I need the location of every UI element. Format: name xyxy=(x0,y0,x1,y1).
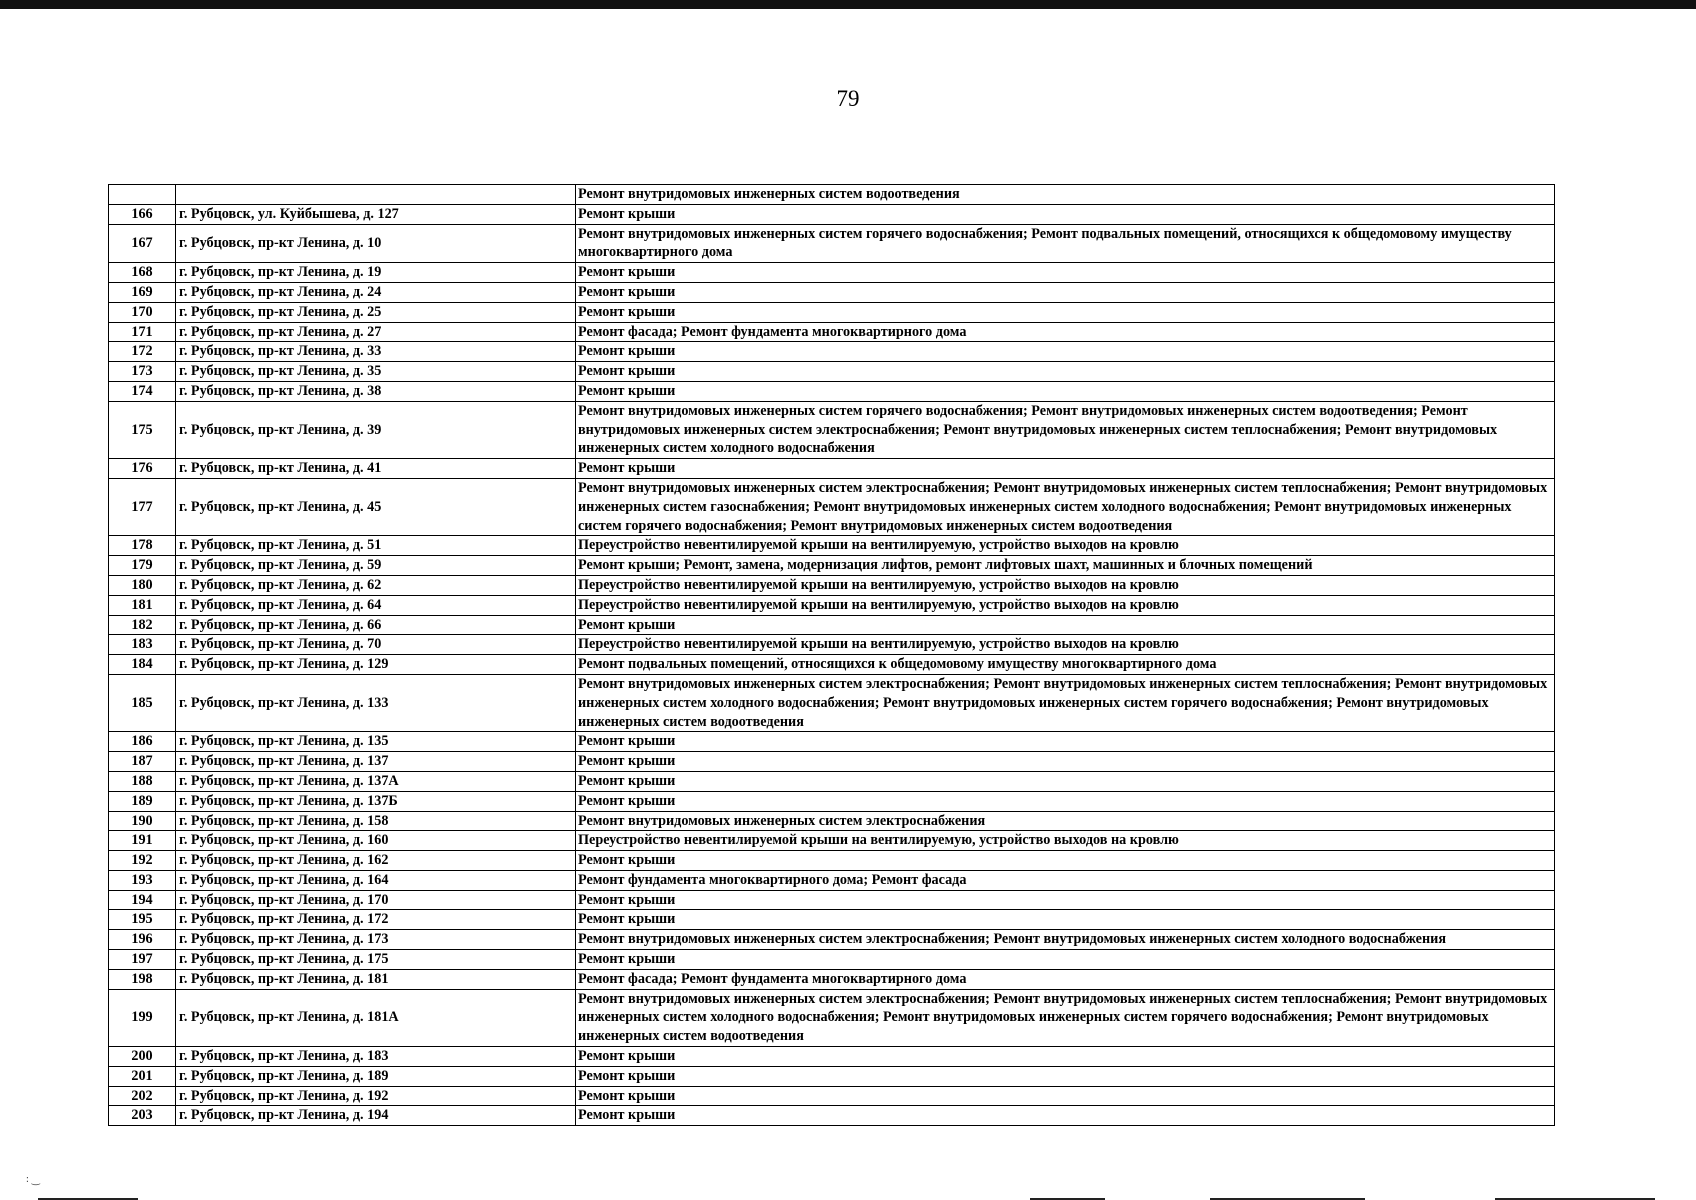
row-works: Ремонт крыши; Ремонт, замена, модернизация лифтов, ремонт лифтовых шахт, машинных и блочных помещений xyxy=(576,556,1555,576)
row-number: 169 xyxy=(109,282,176,302)
row-number: 182 xyxy=(109,615,176,635)
table-row xyxy=(109,381,1555,401)
row-number: 173 xyxy=(109,362,176,382)
row-address: г. Рубцовск, пр-кт Ленина, д. 189 xyxy=(176,1066,576,1086)
table-row xyxy=(109,930,1555,950)
row-number: 192 xyxy=(109,851,176,871)
row-address: г. Рубцовск, пр-кт Ленина, д. 25 xyxy=(176,302,576,322)
scan-bottom-marks xyxy=(0,1192,1696,1200)
row-number: 178 xyxy=(109,536,176,556)
table-row xyxy=(109,1047,1555,1067)
row-works: Ремонт крыши xyxy=(576,1086,1555,1106)
row-address: г. Рубцовск, пр-кт Ленина, д. 181 xyxy=(176,969,576,989)
row-works: Ремонт фундамента многоквартирного дома; Ремонт фасада xyxy=(576,870,1555,890)
row-number: 197 xyxy=(109,950,176,970)
row-address: г. Рубцовск, пр-кт Ленина, д. 160 xyxy=(176,831,576,851)
row-address: г. Рубцовск, пр-кт Ленина, д. 19 xyxy=(176,263,576,283)
table-row xyxy=(109,752,1555,772)
row-address: г. Рубцовск, пр-кт Ленина, д. 170 xyxy=(176,890,576,910)
row-address: г. Рубцовск, пр-кт Ленина, д. 24 xyxy=(176,282,576,302)
row-number: 170 xyxy=(109,302,176,322)
row-address: г. Рубцовск, пр-кт Ленина, д. 59 xyxy=(176,556,576,576)
row-number: 193 xyxy=(109,870,176,890)
row-number: 179 xyxy=(109,556,176,576)
row-works: Переустройство невентилируемой крыши на вентилируемую, устройство выходов на кровлю xyxy=(576,595,1555,615)
row-works: Ремонт крыши xyxy=(576,204,1555,224)
row-works: Ремонт внутридомовых инженерных систем водоотведения xyxy=(576,185,1555,205)
row-number: 188 xyxy=(109,771,176,791)
row-address: г. Рубцовск, пр-кт Ленина, д. 137Б xyxy=(176,791,576,811)
row-works: Переустройство невентилируемой крыши на вентилируемую, устройство выходов на кровлю xyxy=(576,536,1555,556)
row-number: 186 xyxy=(109,732,176,752)
row-works: Ремонт крыши xyxy=(576,1066,1555,1086)
row-address: г. Рубцовск, пр-кт Ленина, д. 62 xyxy=(176,575,576,595)
row-number: 184 xyxy=(109,655,176,675)
row-address: г. Рубцовск, пр-кт Ленина, д. 38 xyxy=(176,381,576,401)
row-works: Ремонт крыши xyxy=(576,381,1555,401)
row-address: г. Рубцовск, пр-кт Ленина, д. 10 xyxy=(176,224,576,263)
row-works: Ремонт внутридомовых инженерных систем электроснабжения; Ремонт внутридомовых инженерных систем теплоснабжения; Ремонт внутридомовых инженерных систем газоснабжения; Ремонт внутридомовых инженерных систем холодного водоснабжения; Ремонт внутридомовых инженерных систем горячего водоснабжения; Ремонт внутридомовых инженерных систем водоотведения xyxy=(576,478,1555,535)
row-number xyxy=(109,185,176,205)
row-address: г. Рубцовск, пр-кт Ленина, д. 181А xyxy=(176,989,576,1046)
table-row xyxy=(109,1106,1555,1126)
row-number: 185 xyxy=(109,674,176,731)
page-number: 79 xyxy=(836,86,860,111)
table-row xyxy=(109,575,1555,595)
table-row xyxy=(109,831,1555,851)
row-works: Ремонт крыши xyxy=(576,890,1555,910)
row-number: 191 xyxy=(109,831,176,851)
row-number: 195 xyxy=(109,910,176,930)
table-row xyxy=(109,536,1555,556)
row-address: г. Рубцовск, ул. Куйбышева, д. 127 xyxy=(176,204,576,224)
table-row xyxy=(109,342,1555,362)
row-works: Ремонт внутридомовых инженерных систем электроснабжения xyxy=(576,811,1555,831)
row-works: Ремонт крыши xyxy=(576,302,1555,322)
table-row xyxy=(109,910,1555,930)
row-works: Ремонт крыши xyxy=(576,771,1555,791)
table-row xyxy=(109,185,1555,205)
table-row xyxy=(109,655,1555,675)
table-row xyxy=(109,362,1555,382)
table-row xyxy=(109,950,1555,970)
row-number: 203 xyxy=(109,1106,176,1126)
row-address: г. Рубцовск, пр-кт Ленина, д. 35 xyxy=(176,362,576,382)
table-row xyxy=(109,890,1555,910)
row-works: Ремонт крыши xyxy=(576,791,1555,811)
table-row xyxy=(109,1066,1555,1086)
row-number: 167 xyxy=(109,224,176,263)
row-address: г. Рубцовск, пр-кт Ленина, д. 129 xyxy=(176,655,576,675)
row-number: 176 xyxy=(109,459,176,479)
table-row xyxy=(109,851,1555,871)
row-address: г. Рубцовск, пр-кт Ленина, д. 137А xyxy=(176,771,576,791)
row-address: г. Рубцовск, пр-кт Ленина, д. 33 xyxy=(176,342,576,362)
row-address: г. Рубцовск, пр-кт Ленина, д. 45 xyxy=(176,478,576,535)
row-number: 194 xyxy=(109,890,176,910)
row-address: г. Рубцовск, пр-кт Ленина, д. 41 xyxy=(176,459,576,479)
row-address: г. Рубцовск, пр-кт Ленина, д. 51 xyxy=(176,536,576,556)
row-works: Переустройство невентилируемой крыши на вентилируемую, устройство выходов на кровлю xyxy=(576,575,1555,595)
row-address: г. Рубцовск, пр-кт Ленина, д. 194 xyxy=(176,1106,576,1126)
row-address: г. Рубцовск, пр-кт Ленина, д. 162 xyxy=(176,851,576,871)
row-number: 171 xyxy=(109,322,176,342)
scan-top-border xyxy=(0,0,1696,9)
row-works: Ремонт крыши xyxy=(576,362,1555,382)
row-works: Ремонт подвальных помещений, относящихся к общедомовому имуществу многоквартирного дома xyxy=(576,655,1555,675)
row-number: 181 xyxy=(109,595,176,615)
row-number: 166 xyxy=(109,204,176,224)
row-address: г. Рубцовск, пр-кт Ленина, д. 135 xyxy=(176,732,576,752)
row-number: 201 xyxy=(109,1066,176,1086)
row-works: Ремонт внутридомовых инженерных систем электроснабжения; Ремонт внутридомовых инженерных систем холодного водоснабжения xyxy=(576,930,1555,950)
table-row xyxy=(109,401,1555,458)
row-works: Ремонт фасада; Ремонт фундамента многоквартирного дома xyxy=(576,322,1555,342)
table-row xyxy=(109,771,1555,791)
table-row xyxy=(109,1086,1555,1106)
row-works: Ремонт крыши xyxy=(576,752,1555,772)
table-row xyxy=(109,989,1555,1046)
table-row xyxy=(109,732,1555,752)
row-number: 187 xyxy=(109,752,176,772)
table-row xyxy=(109,969,1555,989)
row-number: 196 xyxy=(109,930,176,950)
row-works: Ремонт крыши xyxy=(576,1106,1555,1126)
row-number: 200 xyxy=(109,1047,176,1067)
row-works: Ремонт внутридомовых инженерных систем электроснабжения; Ремонт внутридомовых инженерных систем теплоснабжения; Ремонт внутридомовых инженерных систем холодного водоснабжения; Ремонт внутридомовых инженерных систем горячего водоснабжения; Ремонт внутридомовых инженерных систем водоотведения xyxy=(576,674,1555,731)
row-works: Ремонт крыши xyxy=(576,910,1555,930)
table-row xyxy=(109,595,1555,615)
row-works: Ремонт крыши xyxy=(576,459,1555,479)
row-number: 177 xyxy=(109,478,176,535)
row-works: Ремонт внутридомовых инженерных систем электроснабжения; Ремонт внутридомовых инженерных систем теплоснабжения; Ремонт внутридомовых инженерных систем холодного водоснабжения; Ремонт внутридомовых инженерных систем горячего водоснабжения; Ремонт внутридомовых инженерных систем водоотведения xyxy=(576,989,1555,1046)
row-address: г. Рубцовск, пр-кт Ленина, д. 137 xyxy=(176,752,576,772)
row-address: г. Рубцовск, пр-кт Ленина, д. 173 xyxy=(176,930,576,950)
table-row xyxy=(109,282,1555,302)
row-number: 202 xyxy=(109,1086,176,1106)
table-row xyxy=(109,204,1555,224)
table-row xyxy=(109,302,1555,322)
row-number: 198 xyxy=(109,969,176,989)
row-works: Переустройство невентилируемой крыши на вентилируемую, устройство выходов на кровлю xyxy=(576,831,1555,851)
scan-corner-mark: ∶ ‿ xyxy=(26,1175,40,1186)
table-row xyxy=(109,224,1555,263)
row-number: 190 xyxy=(109,811,176,831)
table-row xyxy=(109,615,1555,635)
row-number: 175 xyxy=(109,401,176,458)
table-row xyxy=(109,635,1555,655)
row-number: 183 xyxy=(109,635,176,655)
table-row xyxy=(109,322,1555,342)
row-address: г. Рубцовск, пр-кт Ленина, д. 27 xyxy=(176,322,576,342)
row-address: г. Рубцовск, пр-кт Ленина, д. 70 xyxy=(176,635,576,655)
row-works: Ремонт крыши xyxy=(576,282,1555,302)
row-address: г. Рубцовск, пр-кт Ленина, д. 192 xyxy=(176,1086,576,1106)
table-row xyxy=(109,459,1555,479)
row-works: Ремонт крыши xyxy=(576,342,1555,362)
row-works: Переустройство невентилируемой крыши на вентилируемую, устройство выходов на кровлю xyxy=(576,635,1555,655)
table-row xyxy=(109,263,1555,283)
row-number: 180 xyxy=(109,575,176,595)
row-address: г. Рубцовск, пр-кт Ленина, д. 183 xyxy=(176,1047,576,1067)
row-works: Ремонт крыши xyxy=(576,732,1555,752)
table-row xyxy=(109,556,1555,576)
row-works: Ремонт фасада; Ремонт фундамента многоквартирного дома xyxy=(576,969,1555,989)
row-number: 172 xyxy=(109,342,176,362)
row-address: г. Рубцовск, пр-кт Ленина, д. 158 xyxy=(176,811,576,831)
repair-works-table xyxy=(108,184,1555,1126)
row-address: г. Рубцовск, пр-кт Ленина, д. 175 xyxy=(176,950,576,970)
row-works: Ремонт крыши xyxy=(576,615,1555,635)
row-number: 189 xyxy=(109,791,176,811)
table-row xyxy=(109,478,1555,535)
row-address xyxy=(176,185,576,205)
row-works: Ремонт внутридомовых инженерных систем горячего водоснабжения; Ремонт внутридомовых инженерных систем водоотведения; Ремонт внутридомовых инженерных систем электроснабжения; Ремонт внутридомовых инженерных систем теплоснабжения; Ремонт внутридомовых инженерных систем холодного водоснабжения xyxy=(576,401,1555,458)
row-address: г. Рубцовск, пр-кт Ленина, д. 133 xyxy=(176,674,576,731)
row-works: Ремонт крыши xyxy=(576,950,1555,970)
row-address: г. Рубцовск, пр-кт Ленина, д. 39 xyxy=(176,401,576,458)
row-address: г. Рубцовск, пр-кт Ленина, д. 164 xyxy=(176,870,576,890)
row-works: Ремонт внутридомовых инженерных систем горячего водоснабжения; Ремонт подвальных помещений, относящихся к общедомовому имуществу многоквартирного дома xyxy=(576,224,1555,263)
table-row xyxy=(109,811,1555,831)
row-number: 199 xyxy=(109,989,176,1046)
row-address: г. Рубцовск, пр-кт Ленина, д. 64 xyxy=(176,595,576,615)
row-works: Ремонт крыши xyxy=(576,263,1555,283)
row-works: Ремонт крыши xyxy=(576,1047,1555,1067)
row-number: 174 xyxy=(109,381,176,401)
table-row xyxy=(109,674,1555,731)
row-address: г. Рубцовск, пр-кт Ленина, д. 172 xyxy=(176,910,576,930)
row-works: Ремонт крыши xyxy=(576,851,1555,871)
table-body xyxy=(109,185,1555,1126)
row-number: 168 xyxy=(109,263,176,283)
table-row xyxy=(109,791,1555,811)
table-row xyxy=(109,870,1555,890)
row-address: г. Рубцовск, пр-кт Ленина, д. 66 xyxy=(176,615,576,635)
